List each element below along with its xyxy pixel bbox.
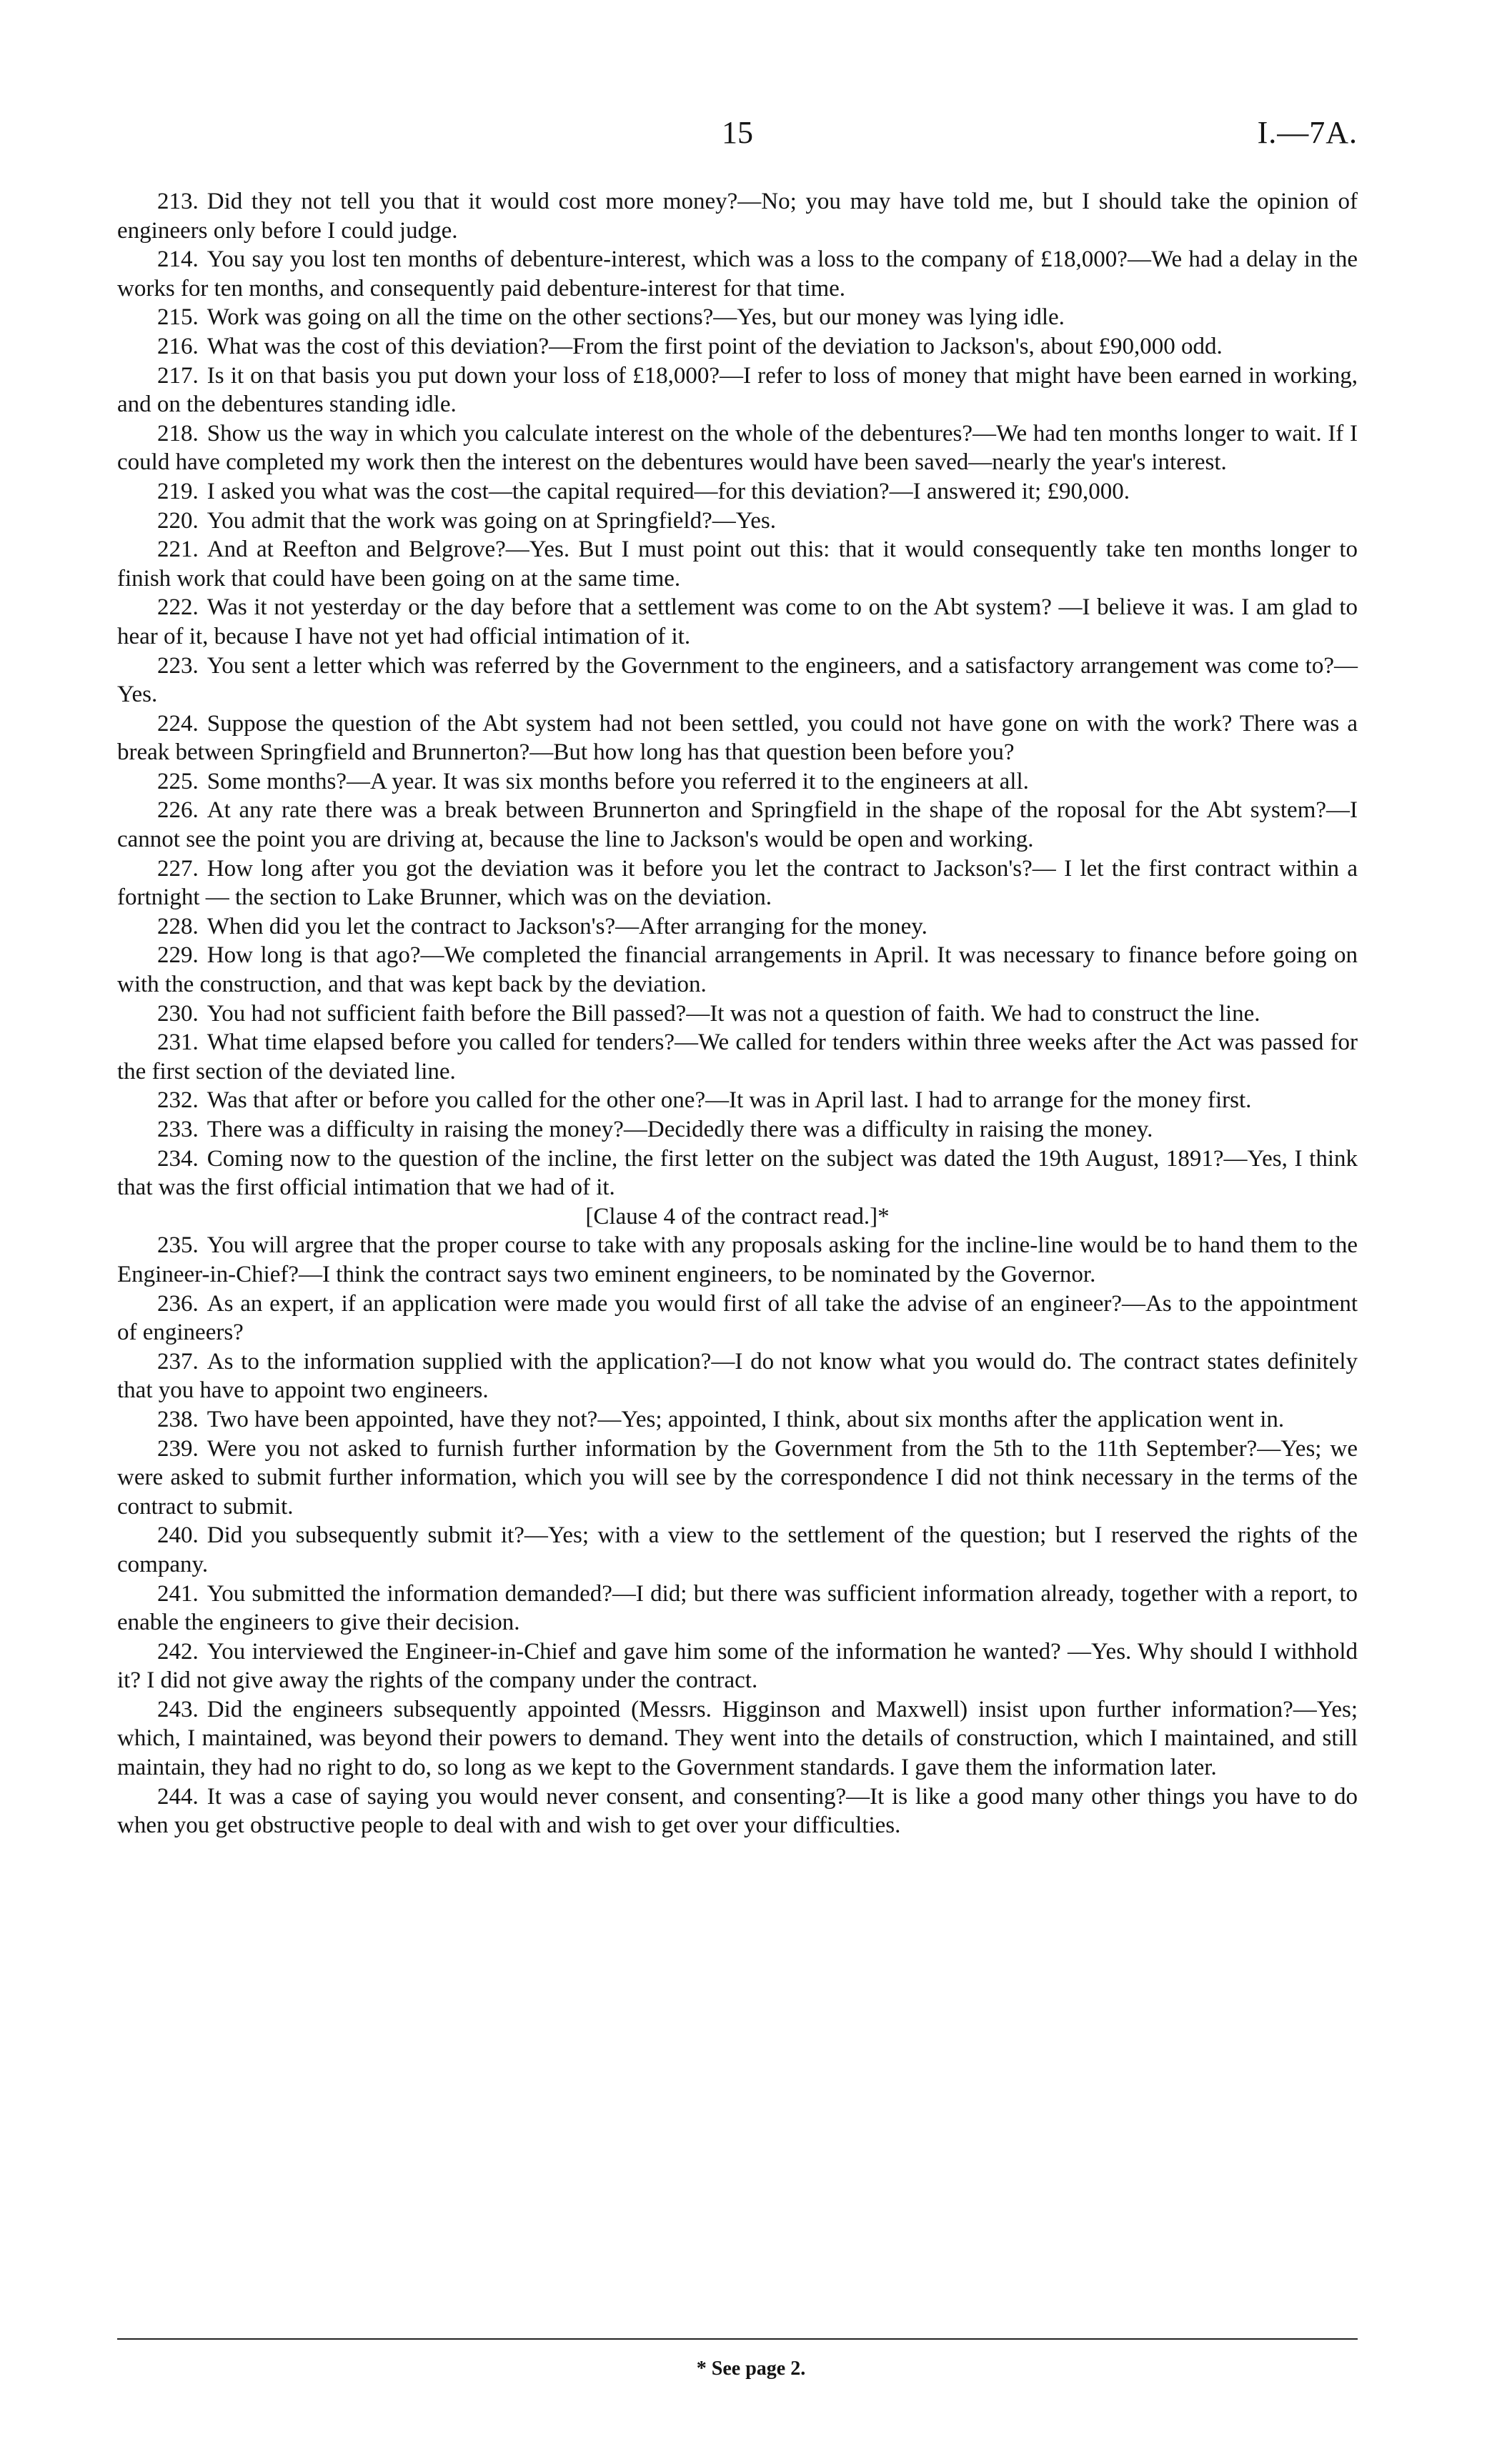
question-paragraph <box>117 332 1358 361</box>
question-paragraph <box>117 1695 1358 1782</box>
paragraph-text: And at Reefton and Belgrove?—Yes. But I must point out this: that it would consequently take ten months longer to finish work that could have been going on at the same time. <box>117 537 1358 592</box>
paragraph-text: What was the cost of this deviation?—From the first point of the deviation to Jackson's, about £90,000 odd. <box>207 333 1223 359</box>
question-paragraph <box>117 419 1358 477</box>
question-paragraph <box>117 709 1358 767</box>
paragraph-number: 237. <box>157 1348 199 1375</box>
paragraph-number: 240. <box>157 1522 199 1549</box>
paragraph-text: Two have been appointed, have they not?—Yes; appointed, I think, about six months after the application went in. <box>207 1406 1285 1432</box>
paragraph-text: Did they not tell you that it would cost more money?—No; you may have told me, but I should take the opinion of engineers only before I could judge. <box>117 189 1358 244</box>
question-paragraph <box>117 1435 1358 1522</box>
paragraph-number: 216. <box>157 333 199 359</box>
paragraph-text: You will argree that the proper course to take with any proposals asking for the incline-line would be to hand them to the Engineer-in-Chief?—I think the contract says two eminent engineers, to be nominated by the Governor. <box>117 1232 1358 1287</box>
paragraph-number: 214. <box>157 246 199 273</box>
paragraph-number: 225. <box>157 768 199 794</box>
paragraph-number: 230. <box>157 1000 199 1027</box>
question-paragraph <box>117 1347 1358 1405</box>
paragraph-text: You sent a letter which was referred by the Government to the engineers, and a satisfactory arrangement was come to?—Yes. <box>117 652 1358 708</box>
paragraph-number: 226. <box>157 797 199 824</box>
paragraph-text: When did you let the contract to Jackson's?—After arranging for the money. <box>207 913 927 939</box>
paragraph-number: 242. <box>157 1638 199 1665</box>
paragraph-number: 213. <box>157 189 199 214</box>
paragraph-number: 236. <box>157 1290 199 1317</box>
paragraph-text: Coming now to the question of the incline, the first letter on the subject was dated the 19th August, 1891?—Yes, I think that was the first official intimation that we had of it. <box>117 1145 1358 1201</box>
paragraph-text: Work was going on all the time on the other sections?—Yes, but our money was lying idle. <box>207 304 1065 331</box>
footnote-divider <box>117 2338 1358 2340</box>
question-paragraph <box>117 652 1358 709</box>
paragraph-number: 220. <box>157 507 199 534</box>
paragraph-number: 219. <box>157 478 199 504</box>
paragraph-number: 224. <box>157 710 199 737</box>
paragraph-number: 215. <box>157 304 199 331</box>
paragraph-text: Show us the way in which you calculate interest on the whole of the debentures?—We had ten months longer to wait. If I could have completed my work then the interest on the debentures would have been saved—nearly the year's interest. <box>117 420 1358 476</box>
paragraph-text: You submitted the information demanded?—I did; but there was sufficient information already, together with a report, to enable the engineers to give their decision. <box>117 1580 1358 1636</box>
paragraph-list <box>117 187 1358 1202</box>
question-paragraph <box>117 1290 1358 1347</box>
paragraph-number: 228. <box>157 913 199 939</box>
paragraph-number: 243. <box>157 1696 199 1722</box>
paragraph-text: There was a difficulty in raising the money?—Decidedly there was a difficulty in raising the money. <box>207 1117 1153 1142</box>
paragraph-text: Is it on that basis you put down your loss of £18,000?—I refer to loss of money that might have been earned in working, and on the debentures standing idle. <box>117 362 1358 418</box>
page-header <box>117 114 1358 157</box>
paragraph-number: 221. <box>157 537 199 563</box>
paragraph-text: It was a case of saying you would never consent, and consenting?—It is like a good many other things you have to do when you get obstructive people to deal with and wish to get over your difficulties. <box>117 1783 1358 1839</box>
paragraph-text: You had not sufficient faith before the Bill passed?—It was not a question of faith. We had to construct the line. <box>207 1000 1260 1027</box>
paragraph-text: How long is that ago?—We completed the financial arrangements in April. It was necessary to finance before going on with the construction, and that was kept back by the deviation. <box>117 942 1358 998</box>
paragraph-number: 233. <box>157 1117 199 1142</box>
paragraph-text: I asked you what was the cost—the capital required—for this deviation?—I answered it; £90,000. <box>207 478 1130 504</box>
question-paragraph <box>117 361 1358 419</box>
clause-note: [Clause 4 of the contract read.]* <box>585 1203 890 1229</box>
paragraph-text: Did you subsequently submit it?—Yes; with a view to the settlement of the question; but I reserved the rights of the company. <box>117 1522 1358 1577</box>
paragraph-text: As to the information supplied with the application?—I do not know what you would do. The contract states definitely that you have to appoint two engineers. <box>117 1348 1358 1404</box>
paragraph-text: How long after you got the deviation was it before you let the contract to Jackson's?— I let the first contract within a fortnight — the section to Lake Brunner, which was on the deviation. <box>117 855 1358 911</box>
paragraph-text: What time elapsed before you called for tenders?—We called for tenders within three weeks after the Act was passed for the first section of the deviated line. <box>117 1029 1358 1084</box>
paragraph-number: 234. <box>157 1145 199 1172</box>
paragraph-text: Was that after or before you called for the other one?—It was in April last. I had to arrange for the money first. <box>207 1087 1252 1114</box>
document-body <box>117 187 1358 1840</box>
question-paragraph <box>117 477 1358 507</box>
paragraph-text: Were you not asked to furnish further information by the Government from the 5th to the 11th September?—Yes; we were asked to submit further information, which you will see by the correspondence I did not think necessary in the terms of the contract to submit. <box>117 1435 1358 1520</box>
question-paragraph <box>117 796 1358 854</box>
question-paragraph <box>117 854 1358 912</box>
paragraph-number: 222. <box>157 594 199 621</box>
paragraph-text: Did the engineers subsequently appointed (Messrs. Higginson and Maxwell) insist upon further information?—Yes; which, I maintained, was beyond their powers to demand. They went into the details of construction, which I maintained, and still maintain, they had no right to do, so long as we kept to the Government standards. I gave them the information later. <box>117 1696 1358 1781</box>
question-paragraph <box>117 1405 1358 1435</box>
paragraph-number: 238. <box>157 1406 199 1432</box>
paragraph-number: 217. <box>157 362 199 389</box>
paragraph-number: 241. <box>157 1580 199 1607</box>
paragraph-text: You interviewed the Engineer-in-Chief and gave him some of the information he wanted? —Yes. Why should I withhold it? I did not give away the rights of the company under the contract. <box>117 1638 1358 1694</box>
paragraph-text: You say you lost ten months of debenture-interest, which was a loss to the company of £18,000?—We had a delay in the works for ten months, and consequently paid debenture-interest for that time. <box>117 246 1358 301</box>
question-paragraph <box>117 1637 1358 1695</box>
paragraph-text: As an expert, if an application were made you would first of all take the advise of an engineer?—As to the appointment of engineers? <box>117 1290 1358 1346</box>
paragraph-text: Was it not yesterday or the day before that a settlement was come to on the Abt system? —I believe it was. I am glad to hear of it, because I have not yet had official intimation of it. <box>117 594 1358 649</box>
paragraph-text: Some months?—A year. It was six months before you referred it to the engineers at all. <box>207 768 1029 794</box>
question-paragraph <box>117 507 1358 536</box>
question-paragraph <box>117 767 1358 797</box>
question-paragraph <box>117 593 1358 651</box>
question-paragraph <box>117 941 1358 999</box>
paragraph-text: Suppose the question of the Abt system had not been settled, you could not have gone on with the work? There was a break between Springfield and Brunnerton?—But how long has that question been before you? <box>117 710 1358 766</box>
paragraph-number: 229. <box>157 942 199 969</box>
question-paragraph <box>117 1028 1358 1086</box>
question-paragraph <box>117 303 1358 332</box>
paragraph-number: 239. <box>157 1435 199 1462</box>
question-paragraph <box>117 999 1358 1029</box>
page-number: 15 <box>722 115 753 150</box>
paragraph-number: 235. <box>157 1232 199 1259</box>
paragraph-number: 227. <box>157 855 199 882</box>
question-paragraph <box>117 1144 1358 1202</box>
paragraph-number: 231. <box>157 1029 199 1056</box>
paragraph-text: You admit that the work was going on at Springfield?—Yes. <box>207 507 777 534</box>
question-paragraph <box>117 1580 1358 1637</box>
question-paragraph <box>117 1521 1358 1579</box>
question-paragraph <box>117 535 1358 593</box>
paragraph-number: 223. <box>157 652 199 679</box>
paragraph-list <box>117 1231 1358 1840</box>
question-paragraph <box>117 1086 1358 1115</box>
paragraph-number: 244. <box>157 1783 199 1810</box>
paragraph-number: 232. <box>157 1087 199 1114</box>
question-paragraph <box>117 187 1358 245</box>
paragraph-text: At any rate there was a break between Brunnerton and Springfield in the shape of the roposal for the Abt system?—I cannot see the point you are driving at, because the line to Jackson's would be open and working. <box>117 797 1358 853</box>
question-paragraph <box>117 912 1358 942</box>
question-paragraph <box>117 1782 1358 1840</box>
question-paragraph <box>117 245 1358 303</box>
question-paragraph <box>117 1231 1358 1289</box>
document-reference: I.—7A. <box>1257 115 1358 150</box>
paragraph-number: 218. <box>157 420 199 447</box>
question-paragraph <box>117 1115 1358 1144</box>
footnote: * See page 2. <box>696 2358 806 2380</box>
